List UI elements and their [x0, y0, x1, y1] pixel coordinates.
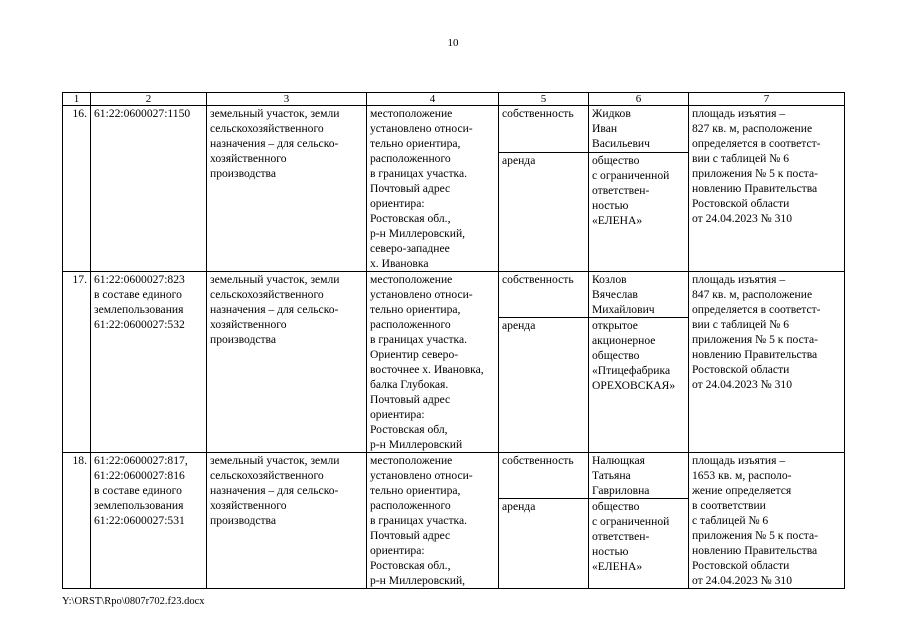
cadastral-number: 61:22:0600027:1150: [91, 106, 207, 272]
withdrawal-note: площадь изъятия – 827 кв. м, расположение определяется в соответст- вии с таблицей № 6 приложения № 5 к поста- новлению Правительства Ростовской области от 24.04.2023 № 310: [689, 106, 845, 272]
right-holder-lessee: общество с ограниченной ответствен- ностью «ЕЛЕНА»: [589, 153, 689, 272]
withdrawal-note: площадь изъятия – 847 кв. м, расположение определяется в соответст- вии с таблицей № 6 приложения № 5 к поста- новлению Правительства Ростовской области от 24.04.2023 № 310: [689, 272, 845, 453]
land-category: земельный участок, земли сельскохозяйственного назначения – для сельско- хозяйственного производства: [207, 272, 367, 453]
page-number: 10: [447, 37, 459, 49]
right-type-lease: аренда: [499, 153, 589, 272]
right-type-lease: аренда: [499, 499, 589, 589]
land-category: земельный участок, земли сельскохозяйственного назначения – для сельско- хозяйственного производства: [207, 106, 367, 272]
table-row: [63, 106, 845, 153]
land-registry-table: [62, 92, 845, 589]
right-holder-lessee: общество с ограниченной ответствен- ностью «ЕЛЕНА»: [589, 499, 689, 589]
row-number: 16.: [63, 106, 91, 272]
right-holder-owner: Козлов Вячеслав Михайлович: [589, 272, 689, 318]
header-col-6: 6: [589, 93, 689, 106]
header-col-4: 4: [367, 93, 499, 106]
right-holder-lessee: открытое акционерное общество «Птицефабрика ОРЕХОВСКАЯ»: [589, 318, 689, 453]
header-col-2: 2: [91, 93, 207, 106]
header-col-3: 3: [207, 93, 367, 106]
right-holder-owner: Жидков Иван Васильевич: [589, 106, 689, 153]
right-type-lease: аренда: [499, 318, 589, 453]
table-row: [63, 272, 845, 318]
header-row: [63, 93, 845, 106]
location-description: местоположение установлено относи- тельно ориентира, расположенного в границах участка. Почтовый адрес ориентира: Ростовская обл., р-н Миллеровский,: [367, 453, 499, 589]
table-row: [63, 453, 845, 499]
location-description: местоположение установлено относи- тельно ориентира, расположенного в границах участка. Ориентир северо- восточнее х. Ивановка, балка Глубокая. Почтовый адрес ориентира: Ростовская обл, р-н Миллеровский: [367, 272, 499, 453]
withdrawal-note: площадь изъятия – 1653 кв. м, располо- жение определяется в соответствии с таблицей № 6 приложения № 5 к поста- новлению Правительства Ростовской области от 24.04.2023 № 310: [689, 453, 845, 589]
header-col-1: 1: [63, 93, 91, 106]
right-type-ownership: собственность: [499, 106, 589, 153]
right-type-ownership: собственность: [499, 453, 589, 499]
right-holder-owner: Налющкая Татьяна Гавриловна: [589, 453, 689, 499]
location-description: местоположение установлено относи- тельно ориентира, расположенного в границах участка. Почтовый адрес ориентира: Ростовская обл., р-н Миллеровский, северо-западнее х. Ивановка: [367, 106, 499, 272]
header-col-5: 5: [499, 93, 589, 106]
cadastral-number: 61:22:0600027:823 в составе единого землепользования 61:22:0600027:532: [91, 272, 207, 453]
document-file-path: Y:\ORST\Rpo\0807r702.f23.docx: [62, 596, 205, 607]
land-category: земельный участок, земли сельскохозяйственного назначения – для сельско- хозяйственного производства: [207, 453, 367, 589]
right-type-ownership: собственность: [499, 272, 589, 318]
row-number: 18.: [63, 453, 91, 589]
cadastral-number: 61:22:0600027:817, 61:22:0600027:816 в составе единого землепользования 61:22:0600027:531: [91, 453, 207, 589]
header-col-7: 7: [689, 93, 845, 106]
row-number: 17.: [63, 272, 91, 453]
